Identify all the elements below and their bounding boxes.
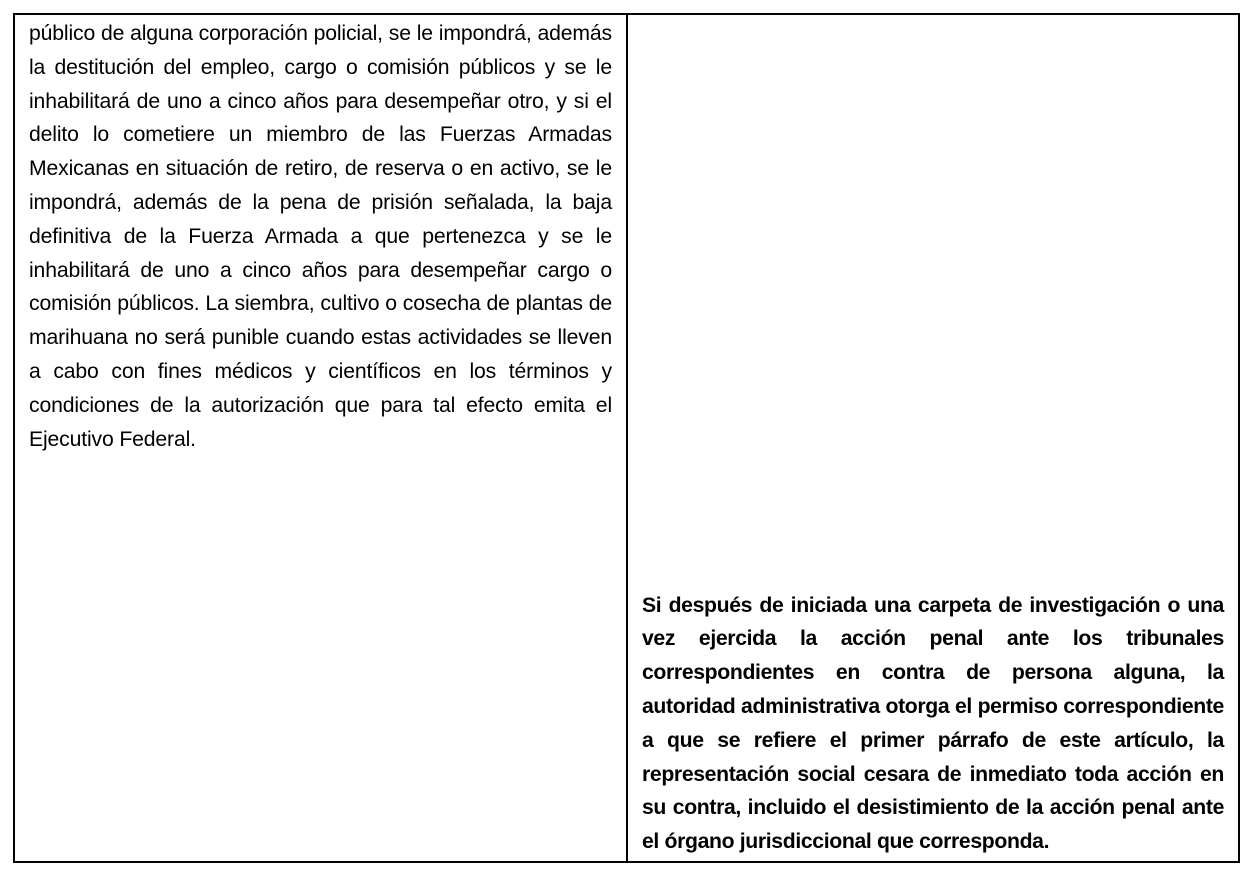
left-cell-paragraph: público de alguna corporación policial, se le impondrá, además la destitución del empleo, cargo o comisión públicos y se le inhabilitará de uno a cinco años para desempeñar otro, y si el delito lo cometiere un miembro de las Fuerzas Armadas Mexicanas en situación de retiro, de reserva o en activo, se le impondrá, además de la pena de prisión señalada, la baja definitiva de la Fuerza Armada a que pertenezca y se le inhabilitará de uno a cinco años para desempeñar cargo o comisión públicos. La siembra, cultivo o cosecha de plantas de marihuana no será punible cuando estas actividades se lleven a cabo con fines médicos y científicos en los términos y condiciones de la autorización que para tal efecto emita el Ejecutivo Federal.	[29, 22, 612, 451]
right-cell-paragraph: Si después de iniciada una carpeta de investigación o una vez ejercida la acción penal ante los tribunales correspondientes en contra de persona alguna, la autoridad administrativa otorga el permiso correspondiente a que se refiere el primer párrafo de este artículo, la representación social cesara de inmediato toda acción en su contra, incluido el desistimiento de la acción penal ante el órgano jurisdiccional que corresponda.	[642, 593, 1224, 854]
comparison-table	[13, 13, 1240, 863]
right-column-cell	[628, 15, 1238, 861]
left-column-cell	[15, 15, 628, 861]
